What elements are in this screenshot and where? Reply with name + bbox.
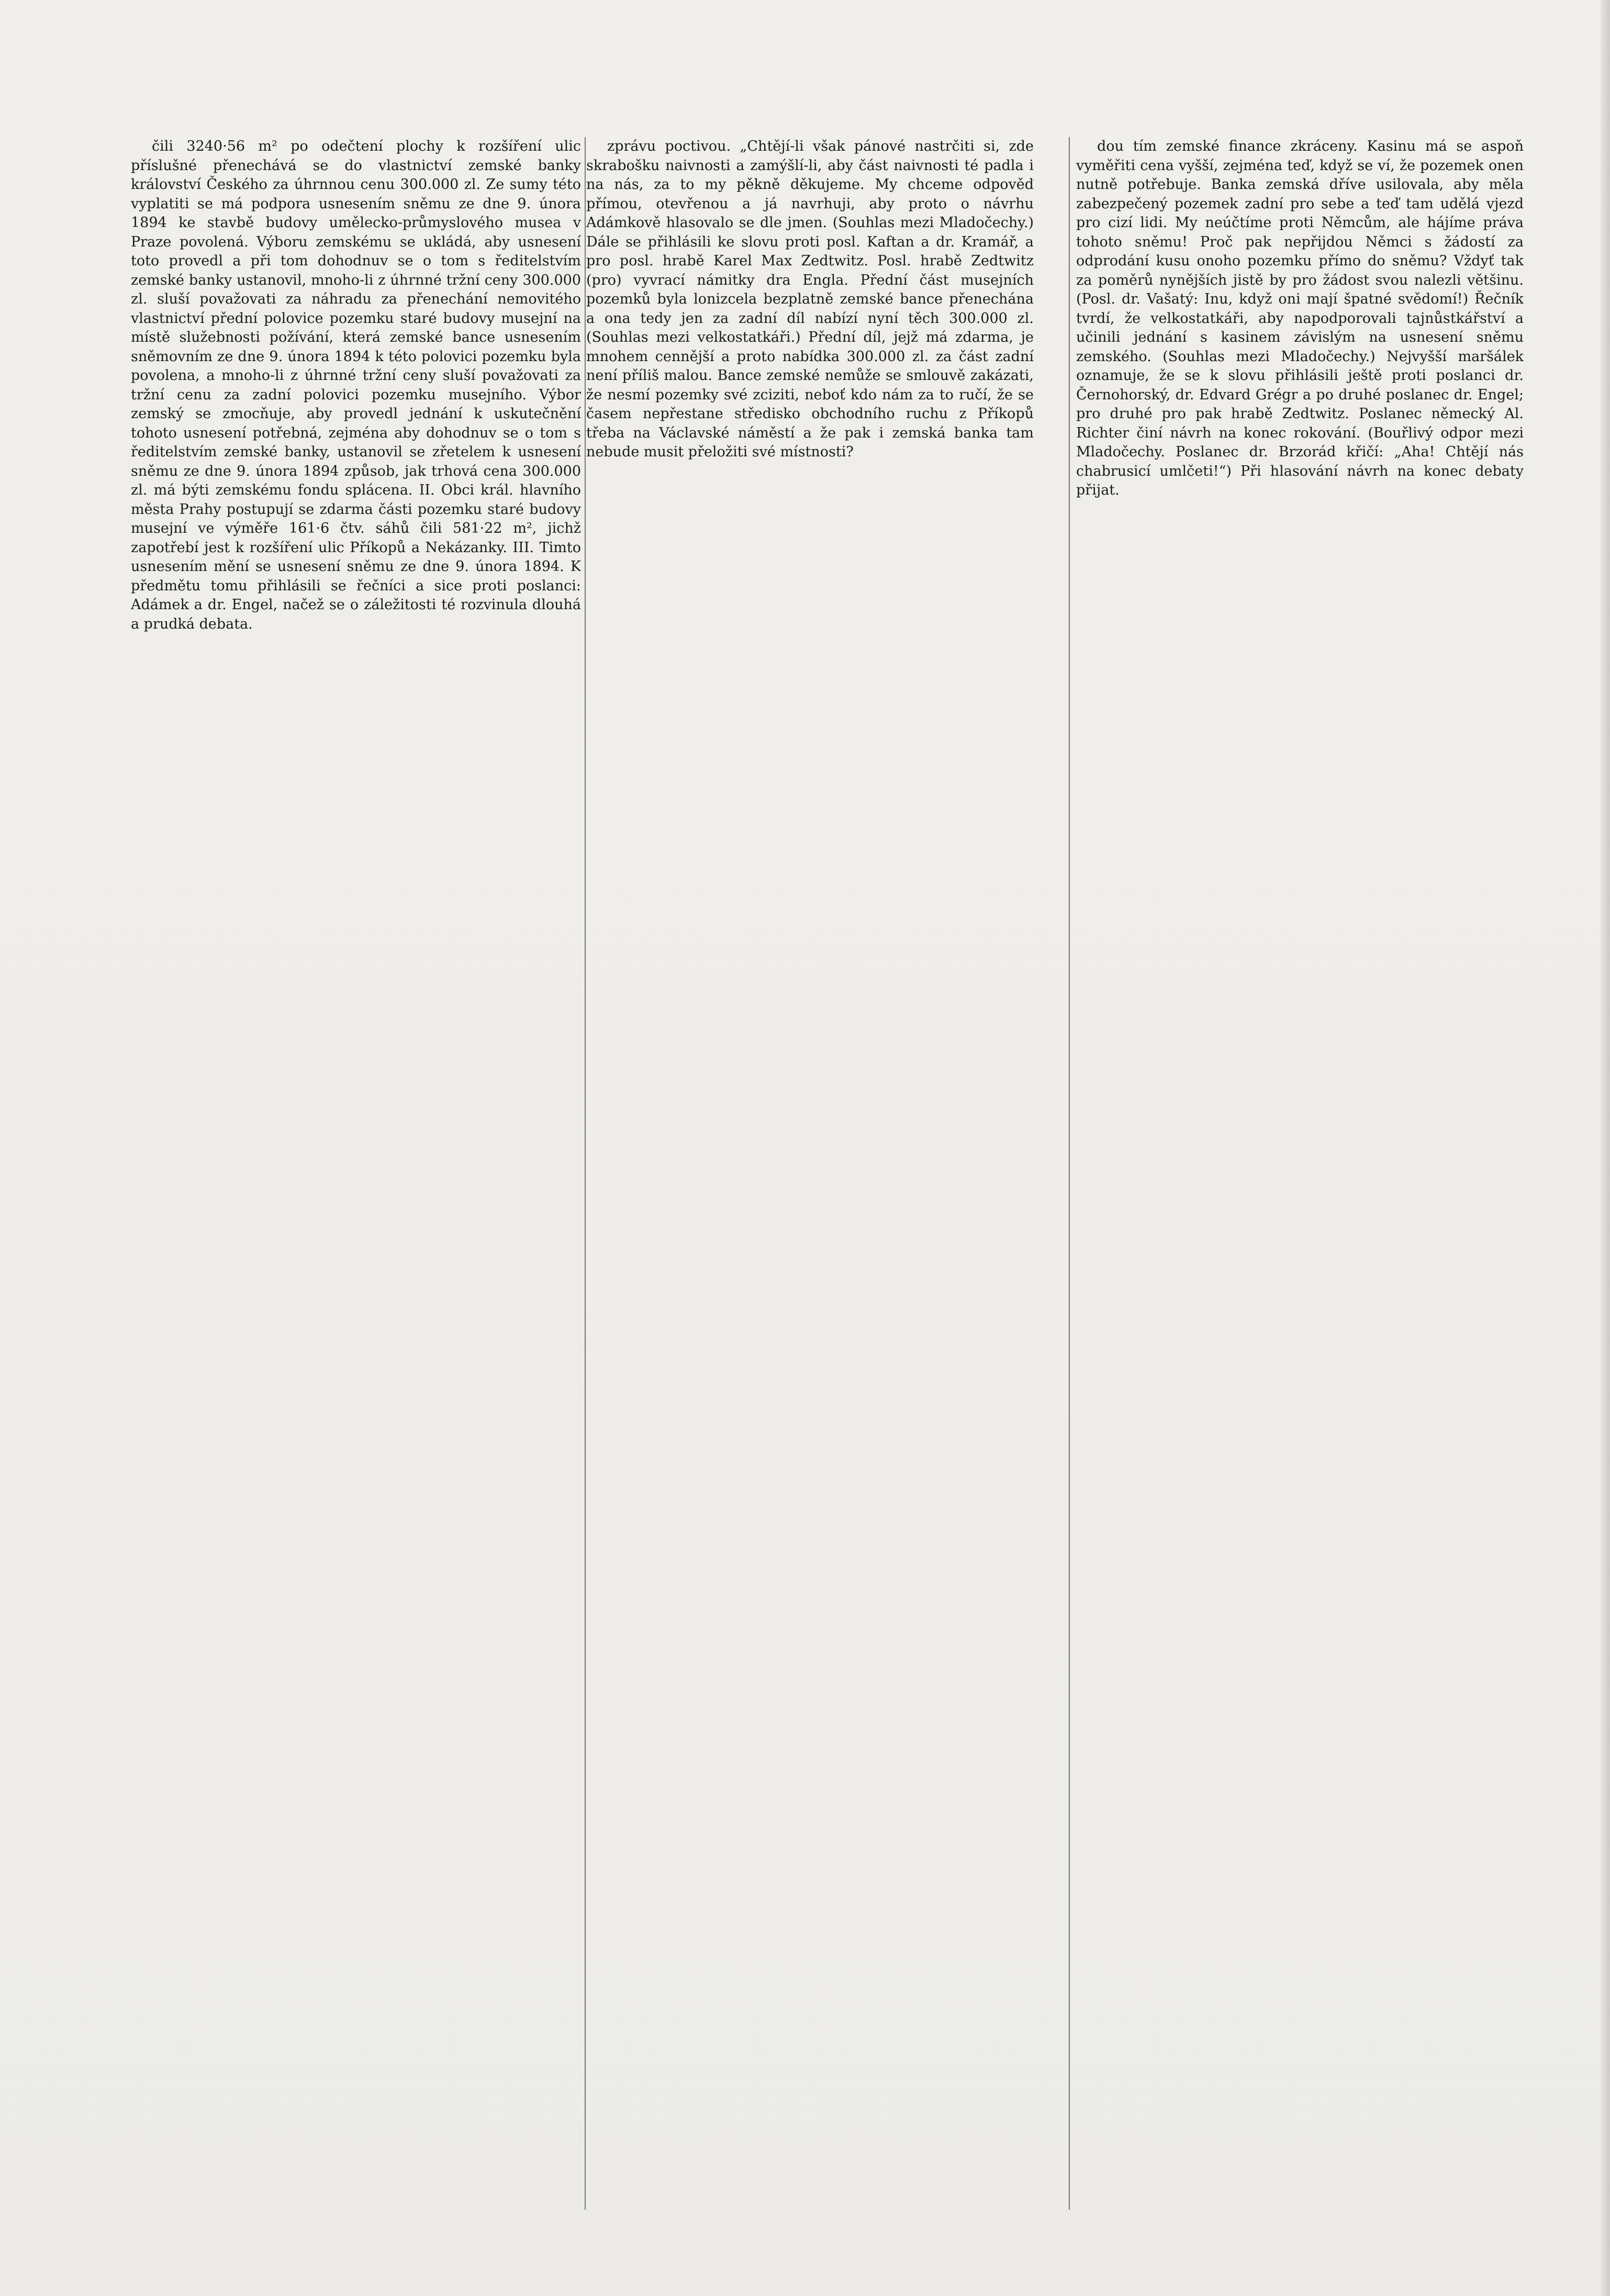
page-edge-shadow: [1601, 0, 1610, 2296]
text-column-3: [1076, 137, 1524, 2210]
column-divider-2: [1069, 137, 1070, 2210]
column-1-text: čili 3240·56 m² po odečtení plochy k rozšíření ulic příslušné přenechává se do vlastnictví zemské banky království Českého za úhrnnou cenu 300.000 zl. Ze sumy této vyplatiti se má podpora usnesením sněmu ze dne 9. února 1894 ke stavbě budovy umělecko-průmyslového musea v Praze povolená. Výboru zemskému se ukládá, aby usnesení toto provedl a při tom dohodnuv se o tom s ředitelstvím zemské banky ustanovil, mnoho-li z úhrnné tržní ceny 300.000 zl. sluší považovati za náhradu za přenechání nemovitého vlastnictví přední polovice pozemku staré budovy musejní na místě služebnosti požívání, která zemské bance usnesením sněmovním ze dne 9. února 1894 k této polovici pozemku byla povolena, a mnoho-li z úhrnné tržní ceny sluší považovati za tržní cenu za zadní polovici pozemku musejního. Výbor zemský se zmocňuje, aby provedl jednání k uskutečnění tohoto usnesení potřebná, zejména aby dohodnuv se o tom s ředitelstvím zemské banky, ustanovil se zřetelem k usnesení sněmu ze dne 9. února 1894 způsob, jak trhová cena 300.000 zl. má býti zemskému fondu splácena. II. Obci král. hlavního města Prahy postupují se zdarma části pozemku staré budovy musejní ve výměře 161·6 čtv. sáhů čili 581·22 m², jichž zapotřebí jest k rozšíření ulic Příkopů a Nekázanky. III. Timto usnesením mění se usnesení sněmu ze dne 9. února 1894. K předmětu tomu přihlásili se řečníci a sice proti poslanci: Adámek a dr. Engel, načež se o záležitosti té rozvinula dlouhá a prudká debata.: [131, 138, 581, 632]
text-column-2: [586, 137, 1034, 2210]
column-divider-1: [585, 137, 586, 2210]
column-3-text: dou tím zemské finance zkráceny. Kasinu má se aspoň vyměřiti cena vyšší, zejména teď, když se ví, že pozemek onen nutně potřebuje. Banka zemská dříve usilovala, aby měla zabezpečený pozemek zadní pro sebe a teď tam udělá vjezd pro cizí lidi. My neúčtíme proti Němcům, ale hájíme práva tohoto sněmu! Proč pak nepřijdou Němci s žádostí za odprodání kusu onoho pozemku přímo do sněmu? Vždyť tak za poměrů nynějších jistě by pro žádost svou nalezli většinu. (Posl. dr. Vašatý: Inu, když oni mají špatné svědomí!) Řečník tvrdí, že velkostatkáři, aby napodporovali tajnůstkářství a učinili jednání s kasinem závislým na usnesení sněmu zemského. (Souhlas mezi Mladočechy.) Nejvyšší maršálek oznamuje, že se k slovu přihlásili ještě proti poslanci dr. Černohorský, dr. Edvard Grégr a po druhé poslanec dr. Engel; pro druhé pro pak hrabě Zedtwitz. Poslanec německý Al. Richter činí návrh na konec rokování. (Bouřlivý odpor mezi Mladočechy. Poslanec dr. Brzorád křičí: „Aha! Chtějí nás chabrusicí umlčeti!“) Při hlasování návrh na konec debaty přijat.: [1076, 138, 1524, 498]
text-column-1: [131, 137, 581, 2210]
column-2-text: zprávu poctivou. „Chtějí-li však pánové nastrčiti si, zde skrabošku naivnosti a zamýšlí-li, aby část naivnosti té padla i na nás, za to my pěkně děkujeme. My chceme odpověď přímou, otevřenou a já navrhuji, aby proto o návrhu Adámkově hlasovalo se dle jmen. (Souhlas mezi Mladočechy.) Dále se přihlásili ke slovu proti posl. Kaftan a dr. Kramář, a pro posl. hrabě Karel Max Zedtwitz. Posl. hrabě Zedtwitz (pro) vyvrací námitky dra Engla. Přední část musejních pozemků byla lonizcela bezplatně zemské bance přenechána a ona tedy jen za zadní díl nabízí nyní těch 300.000 zl. (Souhlas mezi velkostatkáři.) Přední díl, jejž má zdarma, je mnohem cennější a proto nabídka 300.000 zl. za část zadní není příliš malou. Bance zemské nemůže se smlouvě zakázati, že nesmí pozemky své zciziti, neboť kdo nám za to ručí, že se časem nepřestane středisko obchodního ruchu z Příkopů třeba na Václavské náměstí a že pak i zemská banka tam nebude musit přeložiti své místnosti?: [586, 138, 1034, 460]
